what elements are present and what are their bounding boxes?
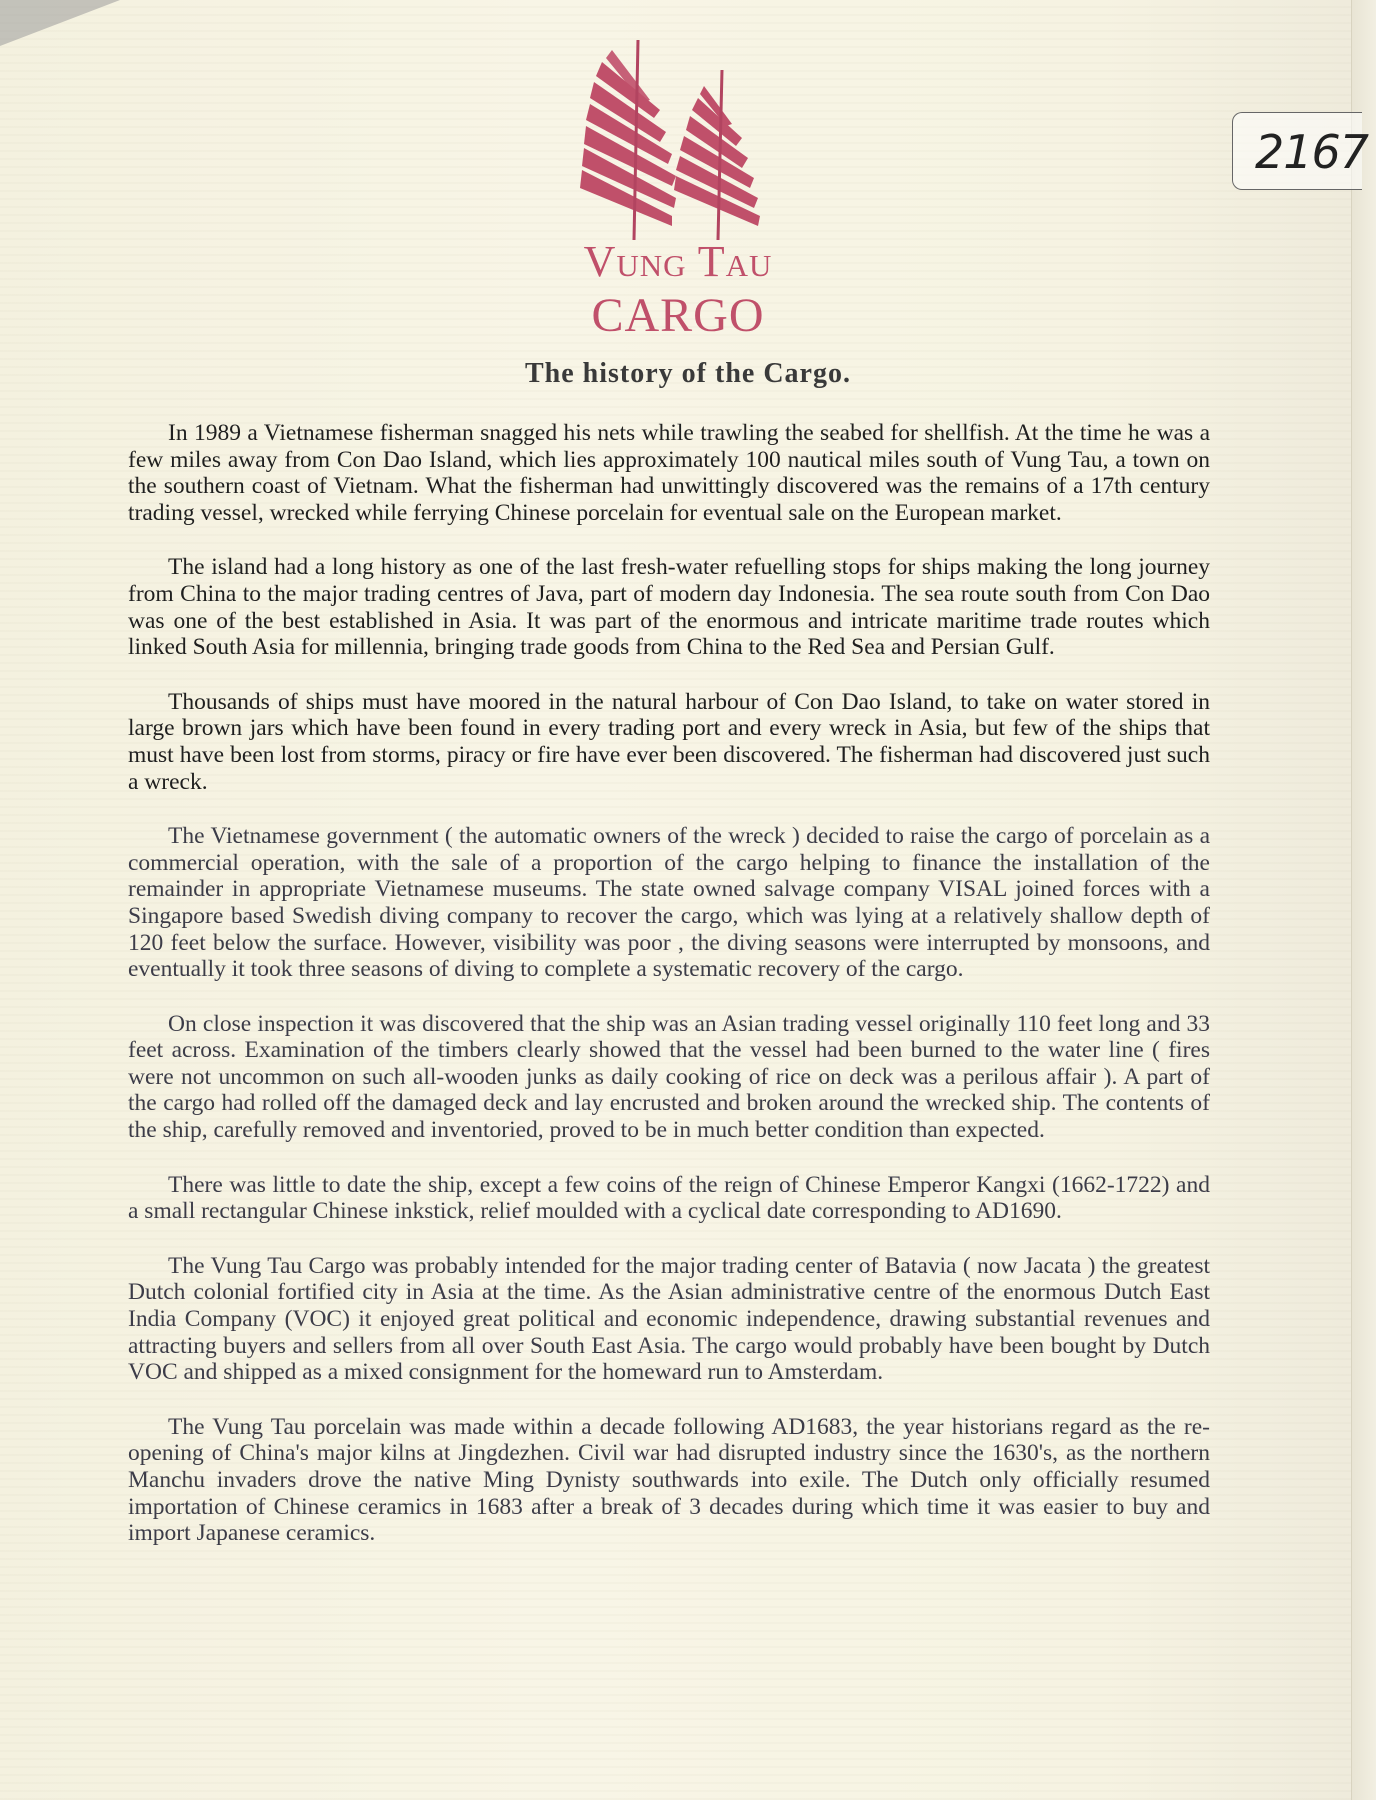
- paragraph-inspection: On close inspection it was discovered that the ship was an Asian trading vessel originally 110 feet long and 33 feet across. Examination of the timbers clearly showed that the vessel had been burned to the water line ( fires were not uncommon on such all-wooden junks as daily cooking of rice on deck was a perilous affair ). A part of the cargo had rolled off the damaged deck and lay encrusted and broken around the wrecked ship. The contents of the ship, carefully removed and inventoried, proved to be in much better condition than expected.: [128, 1010, 1210, 1144]
- paragraph-island-history: The island had a long history as one of the last fresh-water refuelling stops for ships making the long journey from China to the major trading centres of Java, part of modern day Indonesia. The sea route south from Con Dao was one of the best established in Asia. It was part of the enormous and intricate maritime trade routes which linked South Asia for millennia, bringing trade goods from China to the Red Sea and Persian Gulf.: [128, 554, 1210, 661]
- logo-wordmark-vung-tau: Vung Tau: [583, 237, 773, 286]
- article-body: [128, 420, 1210, 1575]
- junk-sails-icon: [572, 40, 782, 240]
- torn-corner: [0, 0, 120, 46]
- paragraph-harbour: Thousands of ships must have moored in the natural harbour of Con Dao Island, to take on water stored in large brown jars which have been found in every trading port and every wreck in Asia, but few of the ships that must have been lost from storms, piracy or fire have ever been discovered. The fisherman had discovered just such a wreck.: [128, 688, 1210, 795]
- paragraph-porcelain-origin: The Vung Tau porcelain was made within a decade following AD1683, the year historians regard as the re-opening of China's major kilns at Jingdezhen. Civil war had disrupted industry since the 1630's, as the northern Manchu invaders drove the native Ming Dynisty southwards into exile. The Dutch only officially resumed importation of Chinese ceramics in 1683 after a break of 3 decades during which time it was easier to buy and import Japanese ceramics.: [128, 1413, 1210, 1547]
- page-title: The history of the Cargo.: [525, 358, 851, 389]
- paragraph-discovery: In 1989 a Vietnamese fisherman snagged his nets while trawling the seabed for shellfish. At the time he was a few miles away from Con Dao Island, which lies approximately 100 nautical miles south of Vung Tau, a town on the southern coast of Vietnam. What the fisherman had unwittingly discovered was the remains of a 17th century trading vessel, wrecked while ferrying Chinese porcelain for eventual sale on the European market.: [128, 420, 1210, 526]
- paragraph-dating: There was little to date the ship, except a few coins of the reign of Chinese Emperor Kangxi (1662-1722) and a small rectangular Chinese inkstick, relief moulded with a cyclical date corresponding to AD1690.: [128, 1171, 1210, 1225]
- paragraph-salvage: The Vietnamese government ( the automatic owners of the wreck ) decided to raise the cargo of porcelain as a commercial operation, with the sale of a proportion of the cargo helping to finance the installation of the remainder in appropriate Vietnamese museums. The state owned salvage company VISAL joined forces with a Singapore based Swedish diving company to recover the cargo, which was lying at a relatively shallow depth of 120 feet below the surface. However, visibility was poor , the diving seasons were interrupted by monsoons, and eventually it took three seasons of diving to complete a systematic recovery of the cargo.: [128, 823, 1210, 983]
- vung-tau-cargo-logo: [548, 40, 808, 340]
- paragraph-batavia: The Vung Tau Cargo was probably intended for the major trading center of Batavia ( now Jacata ) the greatest Dutch colonial fortified city in Asia at the time. As the Asian administrative centre of the enormous Dutch East India Company (VOC) it enjoyed great political and economic independence, drawing substantial revenues and attracting buyers and sellers from all over South East Asia. The cargo would probably have been bought by Dutch VOC and shipped as a mixed consignment for the homeward run to Amsterdam.: [128, 1252, 1210, 1386]
- page-edge: [1351, 0, 1376, 1800]
- logo-wordmark-cargo: CARGO: [591, 289, 765, 342]
- handwritten-catalog-number: 2167: [1232, 112, 1362, 190]
